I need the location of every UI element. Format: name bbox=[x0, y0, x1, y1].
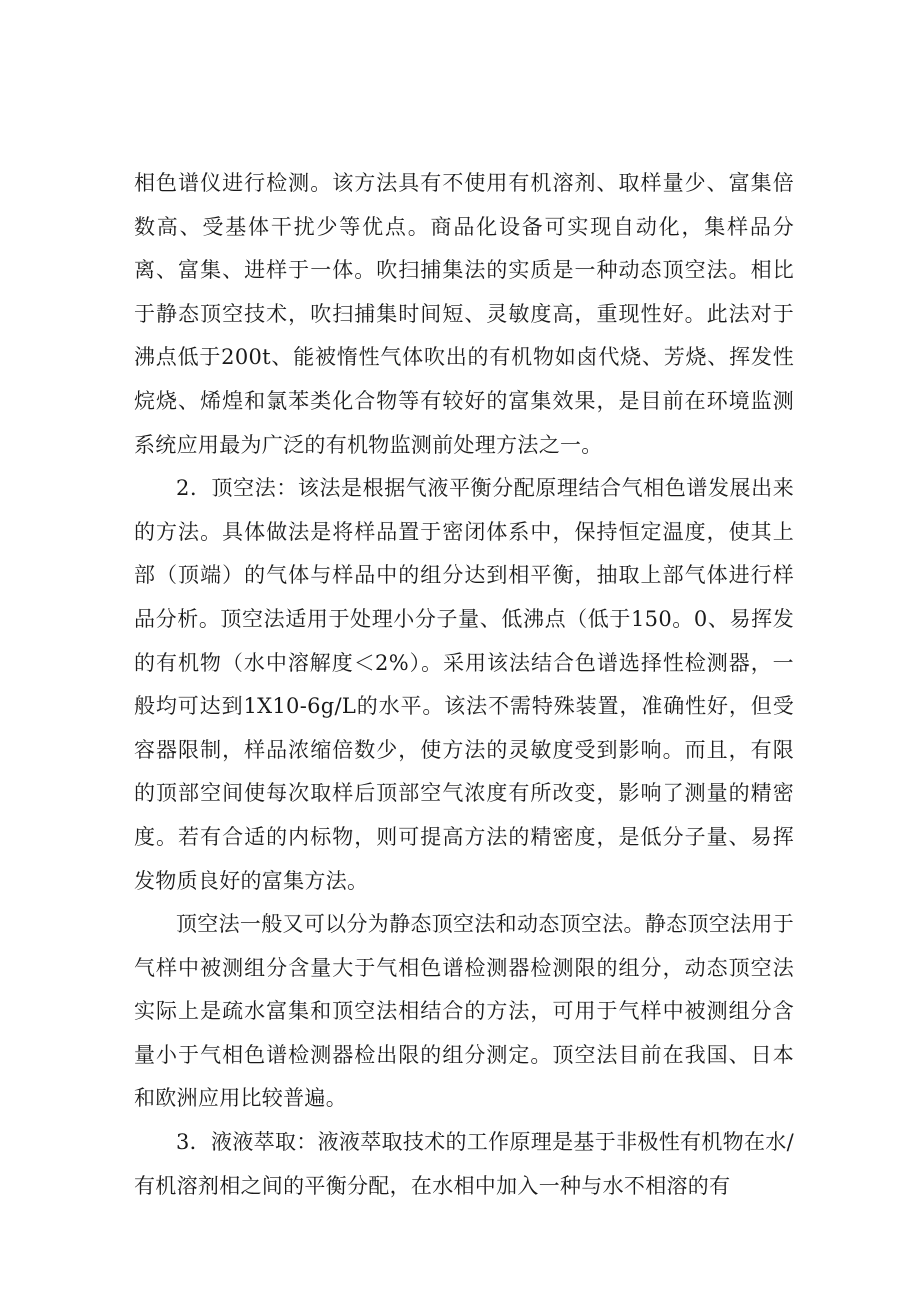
paragraph-liquid-liquid-extraction: 3．液液萃取：液液萃取技术的工作原理是基于非极性有机物在水/有机溶剂相之间的平衡分配，在水相中加入一种与水不相溶的有 bbox=[134, 1130, 794, 1198]
document-body bbox=[134, 162, 794, 1208]
paragraph-headspace-types: 顶空法一般又可以分为静态顶空法和动态顶空法。静态顶空法用于气样中被测组分含量大于气相色谱检测器检测限的组分，动态顶空法实际上是疏水富集和顶空法相结合的方法，可用于气样中被测组分含量小于气相色谱检测器检出限的组分测定。顶空法目前在我国、日本和欧洲应用比较普遍。 bbox=[134, 912, 794, 1111]
paragraph-headspace-method: 2．顶空法：该法是根据气液平衡分配原理结合气相色谱发展出来的方法。具体做法是将样品置于密闭体系中，保持恒定温度，使其上部（顶端）的气体与样品中的组分达到相平衡，抽取上部气体进行样品分析。顶空法适用于处理小分子量、低沸点（低于150。0、易挥发的有机物（水中溶解度＜2%）。采用该法结合色谱选择性检测器，一般均可达到1X10-6g/L的水平。该法不需特殊装置，准确性好，但受容器限制，样品浓缩倍数少，使方法的灵敏度受到影响。而且，有限的顶部空间使每次取样后顶部空气浓度有所改变，影响了测量的精密度。若有合适的内标物，则可提高方法的精密度，是低分子量、易挥发物质良好的富集方法。 bbox=[134, 476, 794, 893]
paragraph-purge-and-trap: 相色谱仪进行检测。该方法具有不使用有机溶剂、取样量少、富集倍数高、受基体干扰少等优点。商品化设备可实现自动化，集样品分离、富集、进样于一体。吹扫捕集法的实质是一种动态顶空法。相比于静态顶空技术，吹扫捕集时间短、灵敏度高，重现性好。此法对于沸点低于200t、能被惰性气体吹出的有机物如卤代烧、芳烧、挥发性烷烧、烯煌和氯苯类化合物等有较好的富集效果，是目前在环境监测系统应用最为广泛的有机物监测前处理方法之一。 bbox=[134, 171, 794, 457]
